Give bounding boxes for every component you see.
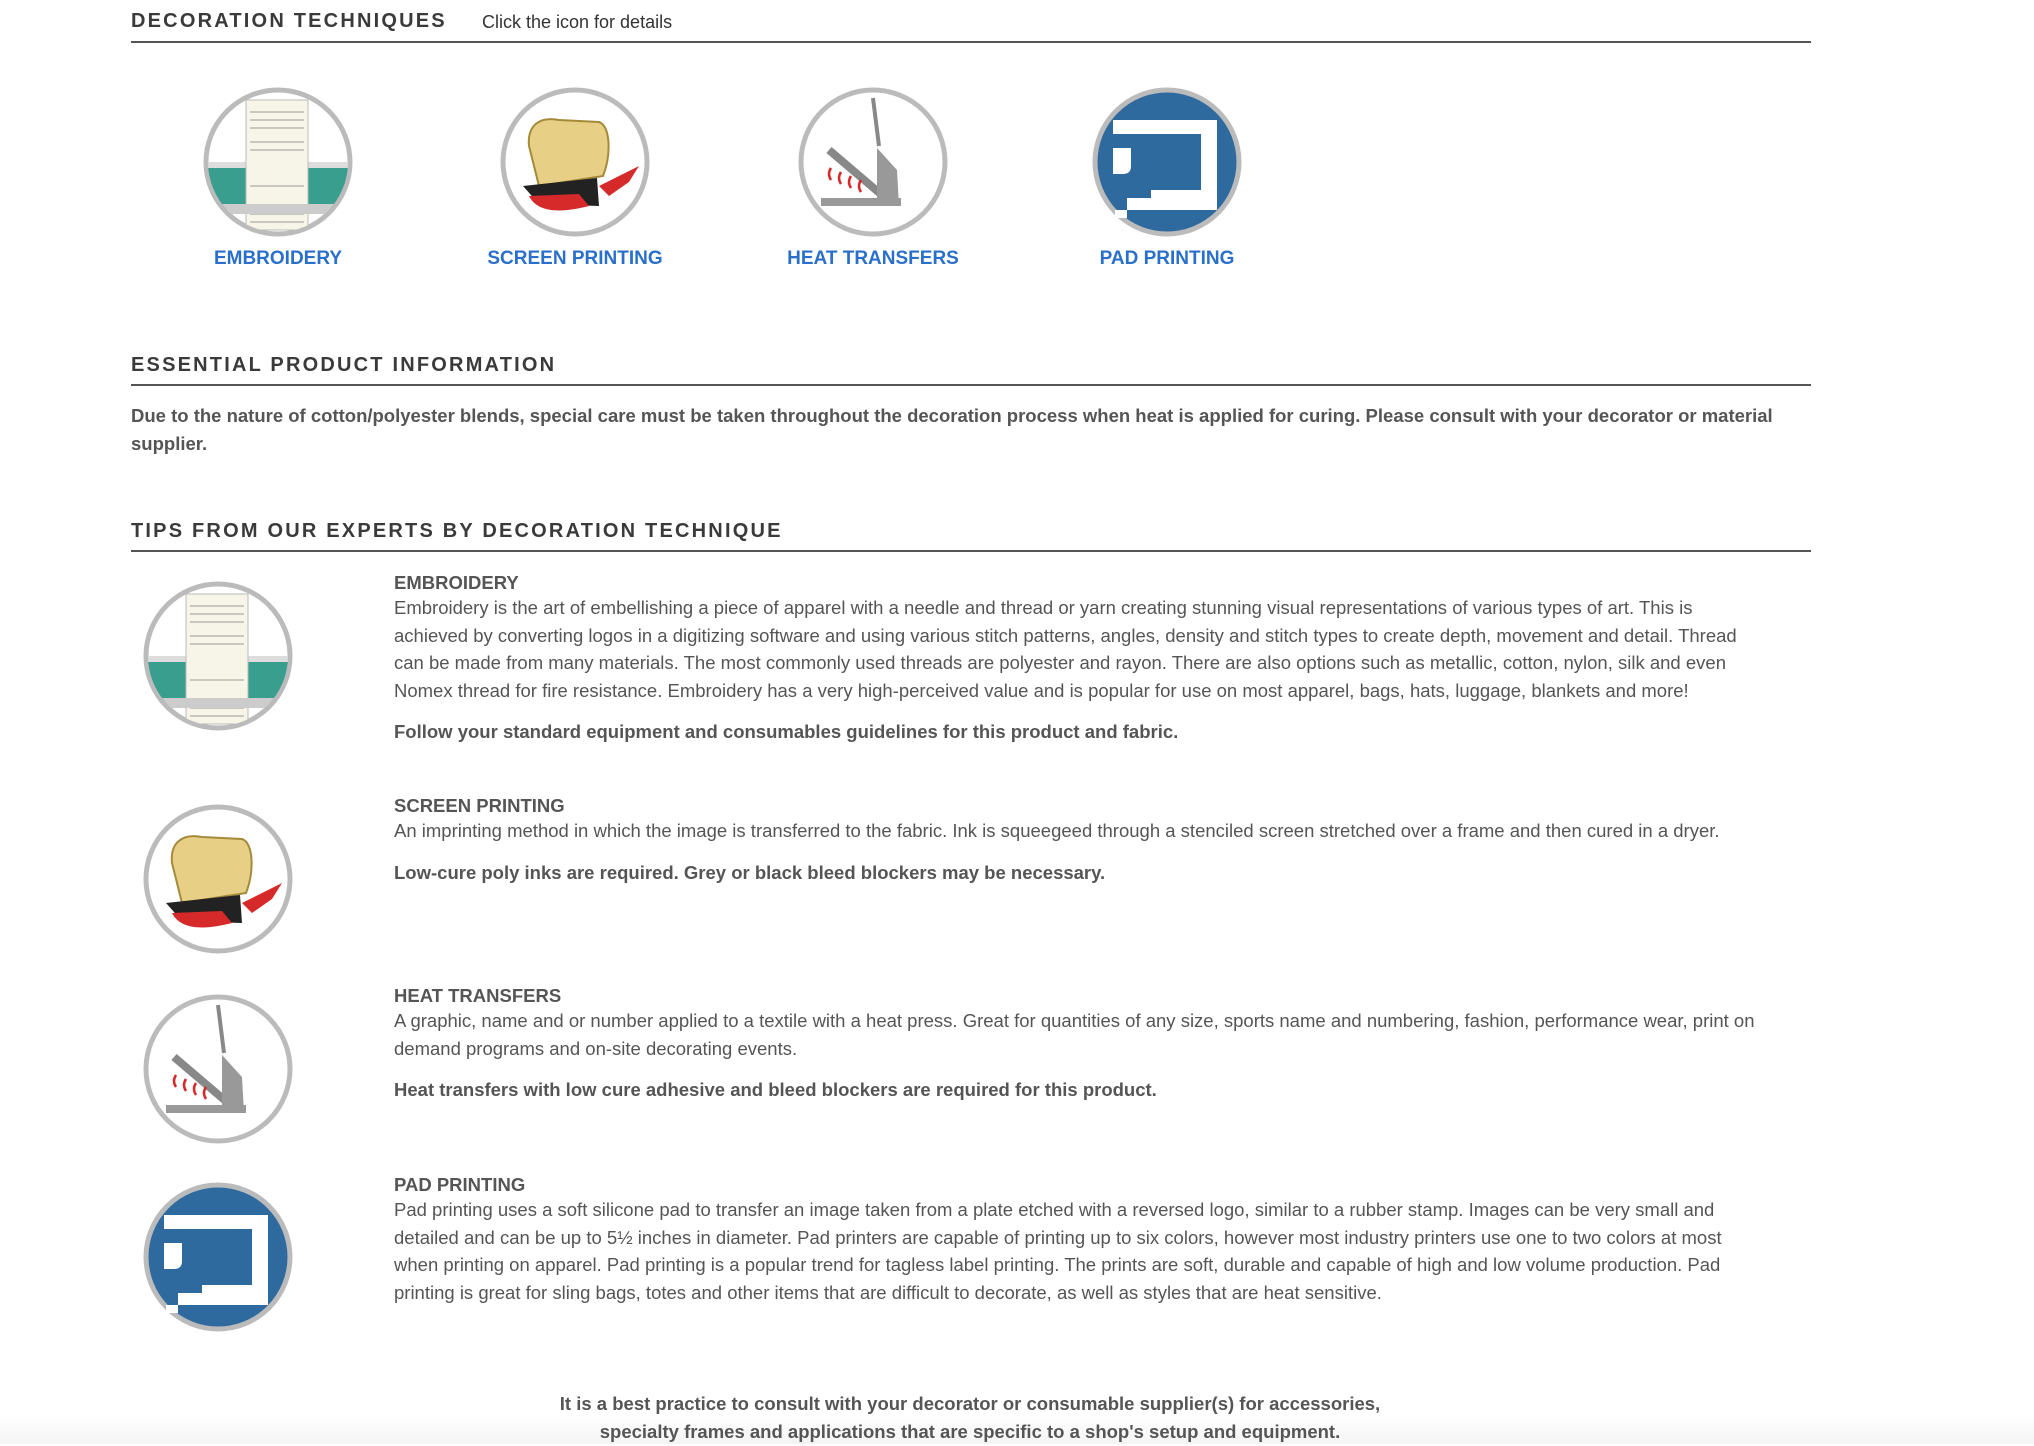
- section-title-decoration: DECORATION TECHNIQUES: [131, 10, 447, 32]
- decoration-subtitle: Click the icon for details: [482, 12, 673, 32]
- tip-embroidery: [394, 572, 1756, 746]
- footer-note: [470, 1390, 1470, 1446]
- tip-title: SCREEN PRINTING: [394, 795, 565, 816]
- technique-label[interactable]: HEAT TRANSFERS: [787, 248, 959, 269]
- tip-note: Low-cure poly inks are required. Grey or black bleed blockers may be necessary.: [394, 861, 1106, 883]
- tip-text: Embroidery is the art of embellishing a piece of apparel with a needle and thread or yarn creating stunning visual representations of various types of art. This is achieved by converting logos in a digitizing software and using various stitch patterns, angles, density and stitch types to create depth, movement and detail. Thread can be made from many materials. The most commonly used threads are polyester and rayon. There are also options such as metallic, cotton, nylon, silk and even Nomex thread for fire resistance. Embroidery has a very high-perceived value and is popular for use on most apparel, bags, hats, luggage, blankets and more!: [394, 597, 1737, 701]
- tip-screen-printing: [394, 795, 1756, 886]
- tip-pad-printing: [394, 1174, 1756, 1306]
- essential-text: Due to the nature of cotton/polyester blends, special care must be taken throughout the decoration process when heat is applied for curing. Please consult with your decorator or material supplier.: [131, 405, 1773, 454]
- tip-title: PAD PRINTING: [394, 1174, 526, 1195]
- pad-printer-icon: [142, 1181, 294, 1333]
- divider: [131, 41, 1811, 43]
- tip-text: Pad printing uses a soft silicone pad to transfer an image taken from a plate etched with a reversed logo, similar to a rubber stamp. Images can be very small and detailed and can be up to 5½ inches in diameter. Pad printers are capable of printing up to six colors, however most industry printers use one to two colors at most when printing on apparel. Pad printing is a popular trend for tagless label printing. The prints are soft, durable and capable of high and low volume production. Pad printing is great for sling bags, totes and other items that are difficult to decorate, as well as styles that are heat sensitive.: [394, 1199, 1722, 1303]
- embroidery-machine-icon: [142, 580, 294, 732]
- squeegee-icon[interactable]: [499, 86, 651, 238]
- divider: [131, 550, 1811, 552]
- squeegee-icon: [142, 803, 294, 955]
- technique-screen-printing[interactable]: [465, 86, 685, 270]
- technique-embroidery[interactable]: [168, 86, 388, 270]
- technique-heat-transfers[interactable]: [763, 86, 983, 270]
- tip-note: Follow your standard equipment and consumables guidelines for this product and fabric.: [394, 721, 1179, 743]
- tip-title: HEAT TRANSFERS: [394, 985, 562, 1006]
- section-title-tips: TIPS FROM OUR EXPERTS BY DECORATION TECHNIQUE: [131, 520, 783, 542]
- tip-note: Heat transfers with low cure adhesive and bleed blockers are required for this product.: [394, 1079, 1157, 1101]
- technique-label[interactable]: PAD PRINTING: [1099, 248, 1235, 269]
- technique-label[interactable]: SCREEN PRINTING: [487, 248, 663, 269]
- section-title-essential: ESSENTIAL PRODUCT INFORMATION: [131, 354, 557, 376]
- tip-text: An imprinting method in which the image is transferred to the fabric. Ink is squeegeed through a stenciled screen stretched over a frame and then cured in a dryer.: [394, 820, 1720, 841]
- pad-printer-icon[interactable]: [1091, 86, 1243, 238]
- footer-line: It is a best practice to consult with your decorator or consumable supplier(s) for accessories,: [559, 1393, 1381, 1414]
- technique-label[interactable]: EMBROIDERY: [213, 248, 343, 269]
- tip-text: A graphic, name and or number applied to a textile with a heat press. Great for quantities of any size, sports name and numbering, fashion, performance wear, print on demand programs and on-site decorating events.: [394, 1010, 1755, 1059]
- heat-press-icon[interactable]: [797, 86, 949, 238]
- tip-heat-transfers: [394, 985, 1756, 1104]
- heat-press-icon: [142, 993, 294, 1145]
- footer-line: specialty frames and applications that are specific to a shop's setup and equipment.: [599, 1421, 1341, 1442]
- embroidery-machine-icon[interactable]: [202, 86, 354, 238]
- divider: [131, 384, 1811, 386]
- technique-pad-printing[interactable]: [1057, 86, 1277, 270]
- tip-title: EMBROIDERY: [394, 572, 519, 593]
